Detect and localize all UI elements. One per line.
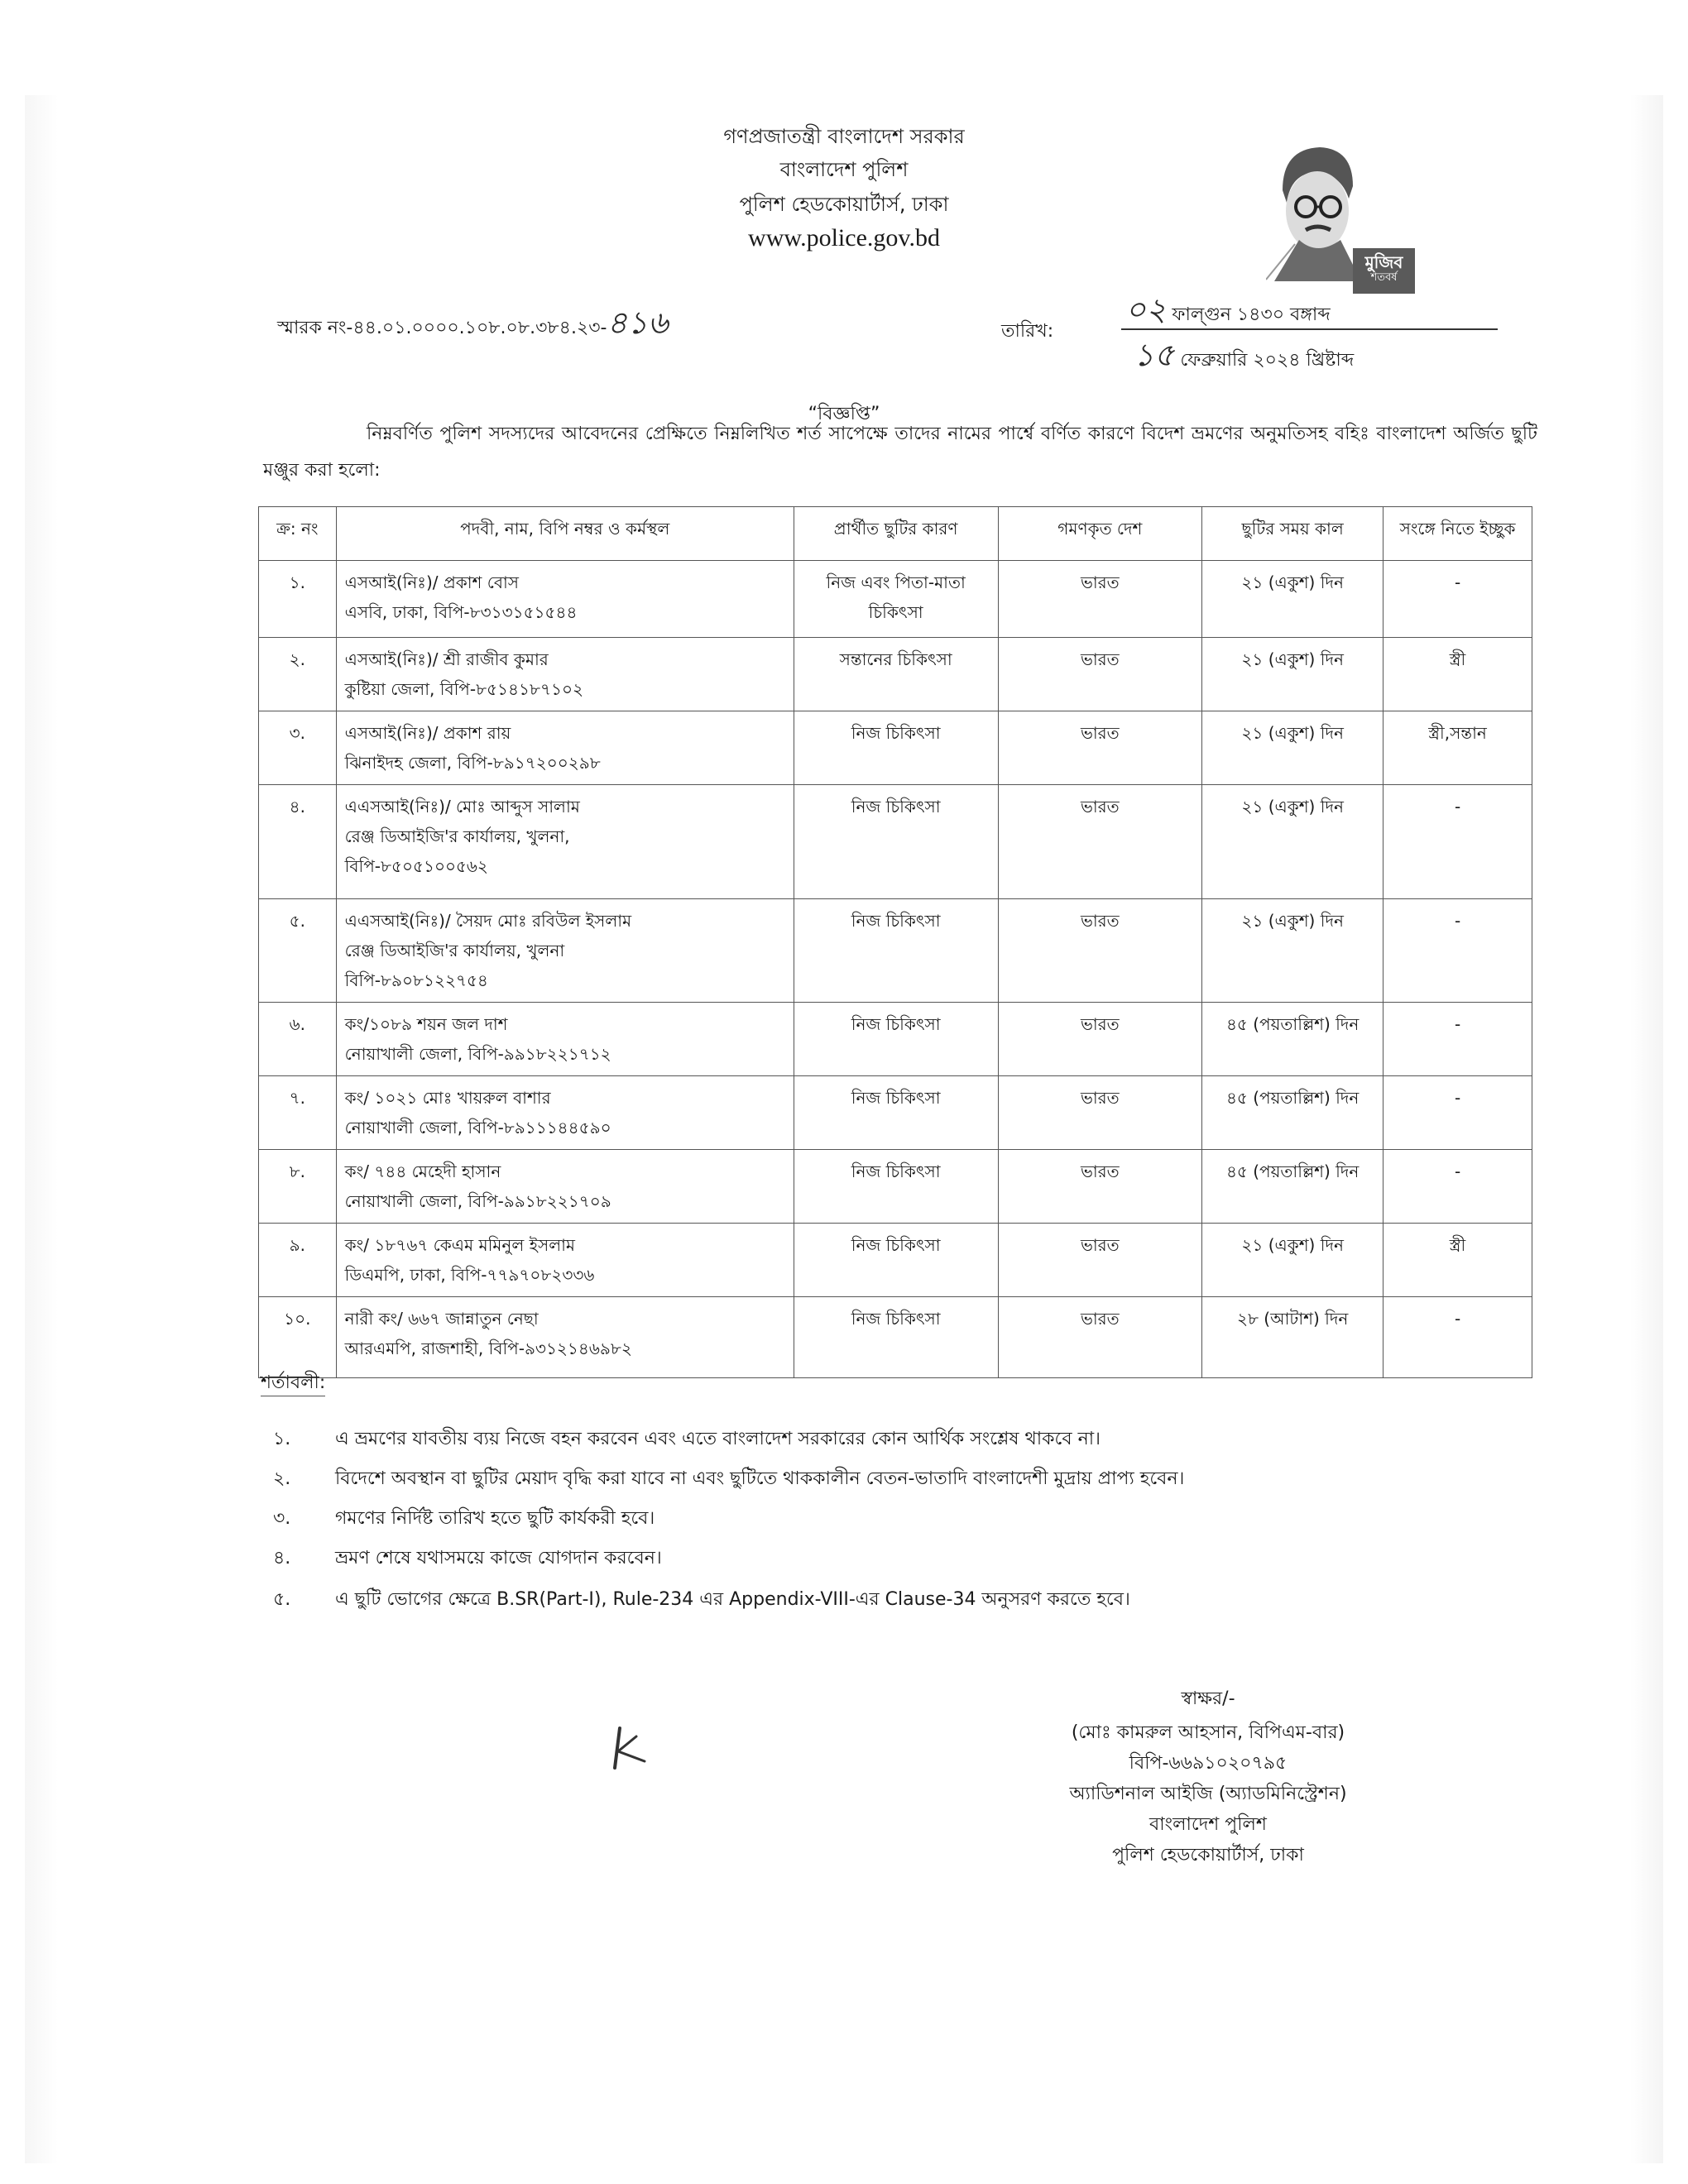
header-duration: ছুটির সময় কাল: [1202, 507, 1383, 561]
signature-block: [1026, 1684, 1390, 1870]
header-companion: সংঙ্গে নিতে ইচ্ছুক: [1383, 507, 1532, 561]
memo-handwritten-number: ৪১৬: [607, 304, 669, 341]
cell-companion: -: [1383, 561, 1532, 638]
govt-name: গণপ্রজাতন্ত্রী বাংলাদেশ সরকার: [723, 125, 965, 148]
cell-name: [336, 1224, 794, 1297]
name-line: এএসআই(নিঃ)/ সৈয়দ মোঃ রবিউল ইসলাম: [344, 911, 632, 931]
cell-companion: -: [1383, 1150, 1532, 1224]
cell-country: ভারত: [998, 1003, 1202, 1076]
date-bangla-rest: ফাল্গুন ১৪৩০ বঙ্গাব্দ: [1172, 304, 1331, 325]
signatory-name: (মোঃ কামরুল আহসান, বিপিএম-বার): [1071, 1722, 1345, 1743]
cell-country: ভারত: [998, 1076, 1202, 1150]
notice-title: “বিজ্ঞপ্তি”: [808, 404, 880, 424]
cell-reason: নিজ চিকিৎসা: [794, 785, 998, 899]
mujib-borsho-logo: [1241, 141, 1415, 298]
cell-reason: নিজ চিকিৎসা: [794, 1003, 998, 1076]
cell-name: [336, 1003, 794, 1076]
cell-serial: ৯.: [259, 1224, 337, 1297]
name-line: রেঞ্জ ডিআইজি'র কার্যালয়, খুলনা,: [344, 826, 570, 846]
cell-companion: স্ত্রী: [1383, 638, 1532, 711]
cell-name: [336, 1297, 794, 1378]
name-line: ডিএমপি, ঢাকা, বিপি-৭৭৯৭০৮২৩৩৬: [344, 1265, 595, 1285]
cell-name: [336, 899, 794, 1003]
cell-companion: স্ত্রী,সন্তান: [1383, 711, 1532, 785]
date-english: [1134, 331, 1506, 384]
table-row: [259, 899, 1532, 1003]
term-text: বিদেশে অবস্থান বা ছুটির মেয়াদ বৃদ্ধি করা যাবে না এবং ছুটিতে থাককালীন বেতন-ভাতাদি বাংলাদেশী মুদ্রায় প্রাপ্য হবেন।: [335, 1468, 1185, 1489]
cell-serial: ৭.: [259, 1076, 337, 1150]
signed-label: স্বাক্ষর/-: [1181, 1688, 1235, 1709]
cell-country: ভারত: [998, 785, 1202, 899]
cell-country: ভারত: [998, 1297, 1202, 1378]
cell-country: ভারত: [998, 1224, 1202, 1297]
cell-duration: ৪৫ (পয়তাল্লিশ) দিন: [1202, 1076, 1383, 1150]
cell-reason: নিজ এবং পিতা-মাতা চিকিৎসা: [794, 561, 998, 638]
cell-country: ভারত: [998, 638, 1202, 711]
cell-name: [336, 1076, 794, 1150]
term-number: ৪.: [273, 1548, 291, 1569]
cell-companion: -: [1383, 1003, 1532, 1076]
term-item: [273, 1425, 1101, 1455]
cell-reason: নিজ চিকিৎসা: [794, 899, 998, 1003]
name-line: এসবি, ঢাকা, বিপি-৮৩১৩১৫১৫৪৪: [344, 602, 578, 622]
cell-country: ভারত: [998, 1150, 1202, 1224]
cell-serial: ৪.: [259, 785, 337, 899]
name-line: এএসআই(নিঃ)/ মোঃ আব্দুস সালাম: [344, 797, 580, 817]
cell-duration: ২১ (একুশ) দিন: [1202, 561, 1383, 638]
cell-country: ভারত: [998, 899, 1202, 1003]
term-text: এ ছুটি ভোগের ক্ষেত্রে B.SR(Part-I), Rule-234 এর Appendix-VIII-এর Clause-34 অনুসরণ করতে হবে।: [335, 1589, 1130, 1610]
cell-companion: -: [1383, 1297, 1532, 1378]
term-text: এ ভ্রমণের যাবতীয় ব্যয় নিজে বহন করবেন এবং এতে বাংলাদেশ সরকারের কোন আর্থিক সংশ্লেষ থাকবে না।: [335, 1429, 1101, 1449]
cell-duration: ২১ (একুশ) দিন: [1202, 711, 1383, 785]
cell-serial: ১০.: [259, 1297, 337, 1378]
date-label: তারিখ:: [1001, 321, 1054, 342]
table-row: [259, 1076, 1532, 1150]
cell-companion: -: [1383, 1076, 1532, 1150]
table-row: [259, 785, 1532, 899]
header-country: গমণকৃত দেশ: [998, 507, 1202, 561]
table-row: [259, 711, 1532, 785]
table-row: [259, 1150, 1532, 1224]
office-name: পুলিশ হেডকোয়ার্টার্স, ঢাকা: [739, 193, 949, 216]
table-row: [259, 561, 1532, 638]
terms-title: শর্তাবলী:: [261, 1371, 325, 1396]
cell-duration: ৪৫ (পয়তাল্লিশ) দিন: [1202, 1150, 1383, 1224]
date-english-day: ১৫: [1134, 337, 1175, 373]
website-link[interactable]: www.police.gov.bd: [748, 224, 940, 251]
logo-text-main: মুজিব: [1364, 252, 1403, 272]
name-line: ঝিনাইদহ জেলা, বিপি-৮৯১৭২০০২৯৮: [344, 753, 601, 773]
cell-serial: ৬.: [259, 1003, 337, 1076]
name-line: কুষ্টিয়া জেলা, বিপি-৮৫১৪১৮৭১০২: [344, 679, 583, 699]
cell-duration: ২১ (একুশ) দিন: [1202, 1224, 1383, 1297]
signatory-designation: অ্যাডিশনাল আইজি (অ্যাডমিনিস্ট্রেশন): [1069, 1784, 1347, 1804]
header-serial: ক্র: নং: [259, 507, 337, 561]
table-row: [259, 1224, 1532, 1297]
initial-signature-mark: [608, 1725, 650, 1770]
name-line: কং/১০৮৯ শয়ন জল দাশ: [344, 1014, 508, 1034]
cell-duration: ২৮ (আটাশ) দিন: [1202, 1297, 1383, 1378]
leave-table: [258, 506, 1532, 1378]
term-number: ১.: [273, 1429, 291, 1449]
cell-name: [336, 561, 794, 638]
term-text: গমণের নির্দিষ্ট তারিখ হতে ছুটি কার্যকরী হবে।: [335, 1508, 655, 1529]
cell-reason: নিজ চিকিৎসা: [794, 1297, 998, 1378]
term-item: [273, 1504, 655, 1535]
name-line: রেঞ্জ ডিআইজি'র কার্যালয়, খুলনা: [344, 941, 565, 960]
table-row: [259, 1003, 1532, 1076]
name-line: এসআই(নিঃ)/ শ্রী রাজীব কুমার: [344, 649, 549, 669]
name-line: এসআই(নিঃ)/ প্রকাশ রায়: [344, 723, 511, 743]
signatory-org: বাংলাদেশ পুলিশ: [1149, 1814, 1267, 1835]
term-number: ৫.: [273, 1589, 291, 1610]
table-row: [259, 638, 1532, 711]
name-line: বিপি-৮৫০৫১০০৫৬২: [344, 856, 488, 876]
date-bangla-day: ০২: [1125, 291, 1167, 328]
name-line: কং/ ১৮৭৬৭ কেএম মমিনুল ইসলাম: [344, 1235, 576, 1255]
name-line: কং/ ১০২১ মোঃ খায়রুল বাশার: [344, 1088, 551, 1108]
term-number: ৩.: [273, 1508, 291, 1529]
term-item: [273, 1544, 662, 1574]
memo-number: [277, 306, 669, 345]
cell-duration: ২১ (একুশ) দিন: [1202, 785, 1383, 899]
name-line: নোয়াখালী জেলা, বিপি-৮৯১১১৪৪৫৯০: [344, 1118, 611, 1138]
cell-reason: সন্তানের চিকিৎসা: [794, 638, 998, 711]
name-line: কং/ ৭৪৪ মেহেদী হাসান: [344, 1161, 501, 1181]
cell-serial: ১.: [259, 561, 337, 638]
name-line: নোয়াখালী জেলা, বিপি-৯৯১৮২২১৭০৯: [344, 1191, 611, 1211]
date-english-rest: ফেব্রুয়ারি ২০২৪ খ্রিষ্টাব্দ: [1180, 350, 1355, 371]
term-number: ২.: [273, 1468, 291, 1489]
portrait-icon: [1266, 141, 1365, 281]
org-name: বাংলাদেশ পুলিশ: [779, 158, 909, 181]
cell-serial: ৩.: [259, 711, 337, 785]
cell-serial: ২.: [259, 638, 337, 711]
cell-name: [336, 711, 794, 785]
cell-companion: -: [1383, 785, 1532, 899]
name-line: এসআই(নিঃ)/ প্রকাশ বোস: [344, 572, 520, 592]
cell-reason: নিজ চিকিৎসা: [794, 1150, 998, 1224]
cell-name: [336, 785, 794, 899]
date-divider: [1121, 328, 1498, 330]
name-line: বিপি-৮৯০৮১২২৭৫৪: [344, 970, 488, 990]
cell-serial: ৮.: [259, 1150, 337, 1224]
name-line: নোয়াখালী জেলা, বিপি-৯৯১৮২২১৭১২: [344, 1044, 611, 1064]
cell-reason: নিজ চিকিৎসা: [794, 1224, 998, 1297]
cell-name: [336, 1150, 794, 1224]
term-text: ভ্রমণ শেষে যথাসময়ে কাজে যোগদান করবেন।: [335, 1548, 662, 1569]
cell-country: ভারত: [998, 711, 1202, 785]
cell-duration: ২১ (একুশ) দিন: [1202, 638, 1383, 711]
table-header-row: [259, 507, 1532, 561]
cell-duration: ২১ (একুশ) দিন: [1202, 899, 1383, 1003]
logo-text-sub: শতবর্ষ: [1370, 271, 1398, 284]
cell-reason: নিজ চিকিৎসা: [794, 1076, 998, 1150]
name-line: আরএমপি, রাজশাহী, বিপি-৯৩১২১৪৬৯৮২: [344, 1339, 632, 1358]
signatory-office: পুলিশ হেডকোয়ার্টার্স, ঢাকা: [1112, 1845, 1304, 1866]
memo-prefix: স্মারক নং-৪৪.০১.০০০০.১০৮.০৮.৩৮৪.২৩-: [277, 318, 607, 338]
cell-reason: নিজ চিকিৎসা: [794, 711, 998, 785]
cell-serial: ৫.: [259, 899, 337, 1003]
cell-country: ভারত: [998, 561, 1202, 638]
signatory-bp: বিপি-৬৬৯১০২০৭৯৫: [1129, 1753, 1288, 1774]
table-body: [259, 561, 1532, 1378]
cell-name: [336, 638, 794, 711]
intro-paragraph: নিম্নবর্ণিত পুলিশ সদস্যদের আবেদনের প্রেক্ষিতে নিম্নলিখিত শর্ত সাপেক্ষে তাদের নামের পার্শ্বে বর্ণিত কারণে বিদেশ ভ্রমণের অনুমতিসহ বহিঃ বাংলাদেশ অর্জিত ছুটি মঞ্জুর করা হলো:: [263, 424, 1537, 481]
name-line: নারী কং/ ৬৬৭ জান্নাতুন নেছা: [344, 1309, 539, 1329]
term-item: [273, 1464, 1184, 1495]
term-item: [273, 1585, 1130, 1616]
cell-duration: ৪৫ (পয়তাল্লিশ) দিন: [1202, 1003, 1383, 1076]
header-reason: প্রার্থীত ছুটির কারণ: [794, 507, 998, 561]
table-row: [259, 1297, 1532, 1378]
header-name: পদবী, নাম, বিপি নম্বর ও কর্মস্থল: [336, 507, 794, 561]
cell-companion: -: [1383, 899, 1532, 1003]
cell-companion: স্ত্রী: [1383, 1224, 1532, 1297]
